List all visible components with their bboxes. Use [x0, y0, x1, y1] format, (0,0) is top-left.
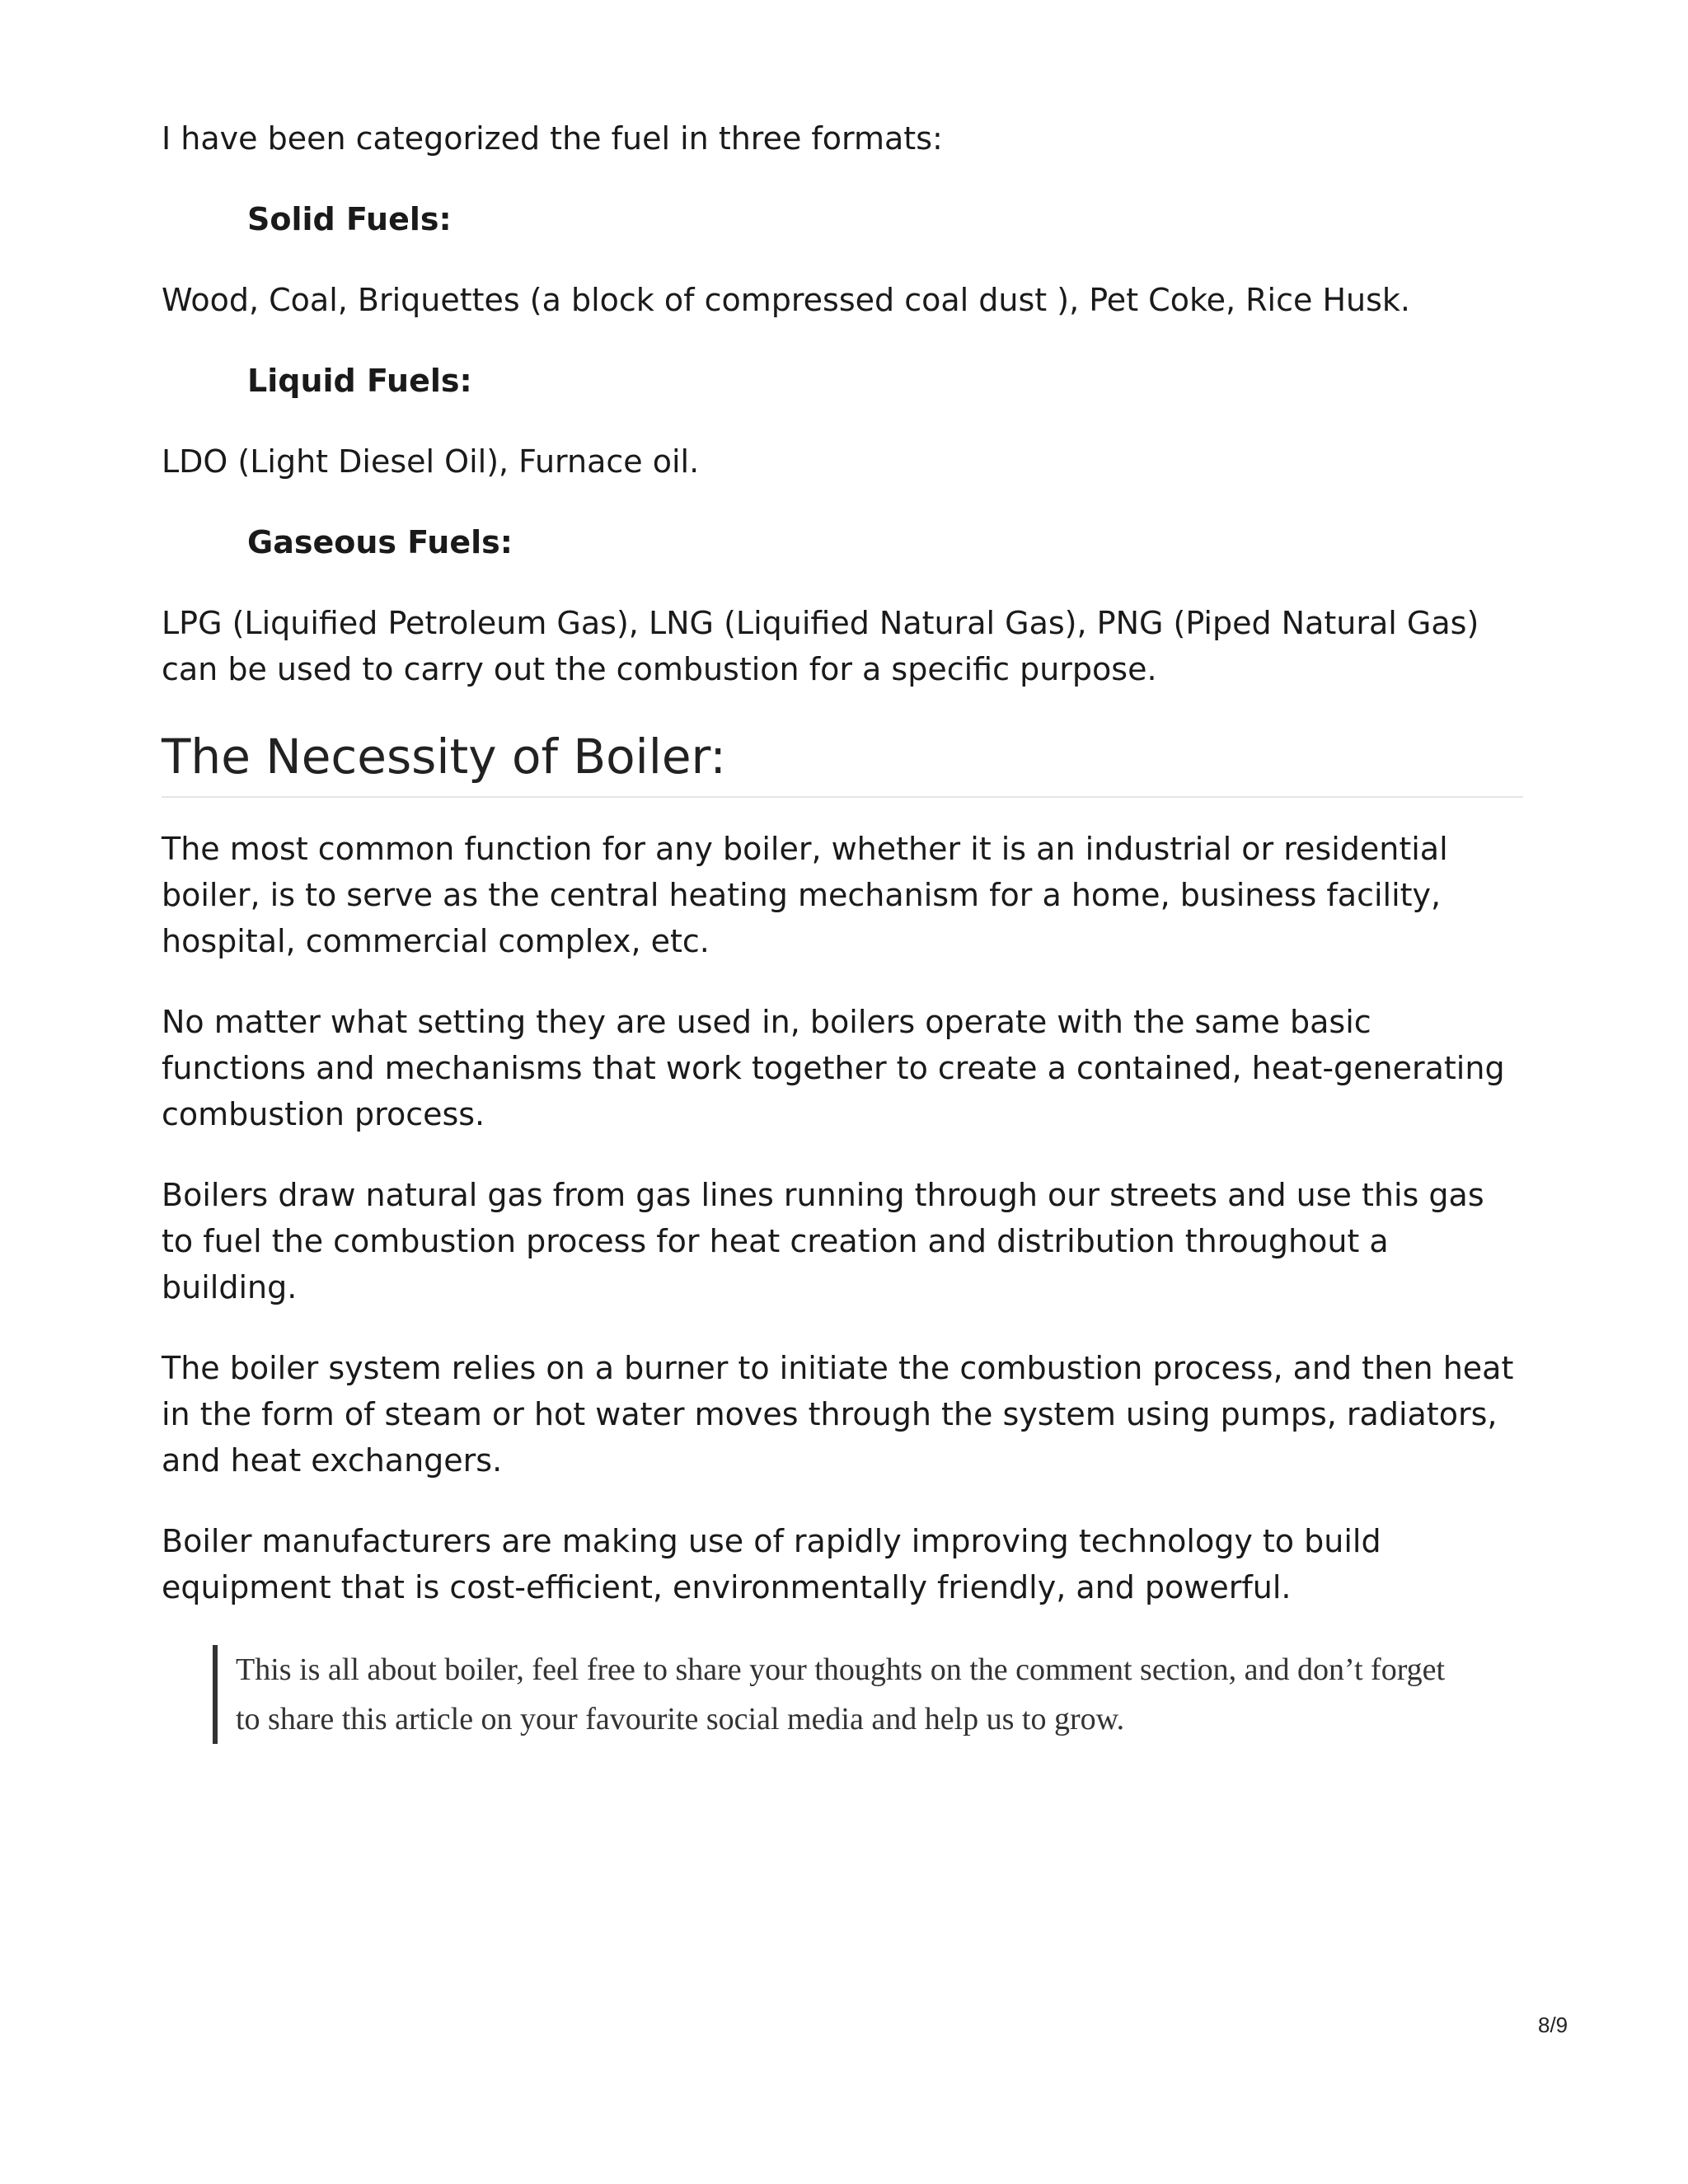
section-paragraph: The boiler system relies on a burner to initiate the combustion process, and then heat in the form of steam or hot water moves through the system using pumps, radiators, and heat exchangers.	[162, 1350, 1514, 1479]
liquid-fuels-description: LDO (Light Diesel Oil), Furnace oil.	[162, 443, 700, 480]
section-divider-gap	[162, 798, 1523, 826]
article-content	[162, 115, 1523, 1744]
section-heading: The Necessity of Boiler:	[162, 727, 1523, 798]
section-paragraph: Boiler manufacturers are making use of rapidly improving technology to build equipment that is cost-efficient, environmentally friendly, and powerful.	[162, 1523, 1381, 1605]
intro-paragraph: I have been categorized the fuel in three formats:	[162, 120, 943, 157]
liquid-fuels-heading: Liquid Fuels:	[247, 363, 472, 399]
section-paragraph: No matter what setting they are used in, boilers operate with the same basic functions and mechanisms that work together to create a contained, heat-generating combustion process.	[162, 1004, 1505, 1132]
closing-blockquote: This is all about boiler, feel free to share your thoughts on the comment section, and don’t forget to share this article on your favourite social media and help us to grow.	[213, 1645, 1472, 1744]
gaseous-fuels-description: LPG (Liquified Petroleum Gas), LNG (Liquified Natural Gas), PNG (Piped Natural Gas) can be used to carry out the combustion for a specific purpose.	[162, 605, 1479, 687]
page-number: 8/9	[1538, 2013, 1568, 2037]
solid-fuels-description: Wood, Coal, Briquettes (a block of compressed coal dust ), Pet Coke, Rice Husk.	[162, 282, 1410, 318]
gaseous-fuels-heading: Gaseous Fuels:	[247, 524, 513, 560]
section-paragraph: Boilers draw natural gas from gas lines running through our streets and use this gas to fuel the combustion process for heat creation and distribution throughout a building.	[162, 1177, 1484, 1305]
solid-fuels-heading: Solid Fuels:	[247, 201, 452, 237]
section-paragraph: The most common function for any boiler, whether it is an industrial or residential boiler, is to serve as the central heating mechanism for a home, business facility, hospital, commercial complex, etc.	[162, 831, 1448, 959]
